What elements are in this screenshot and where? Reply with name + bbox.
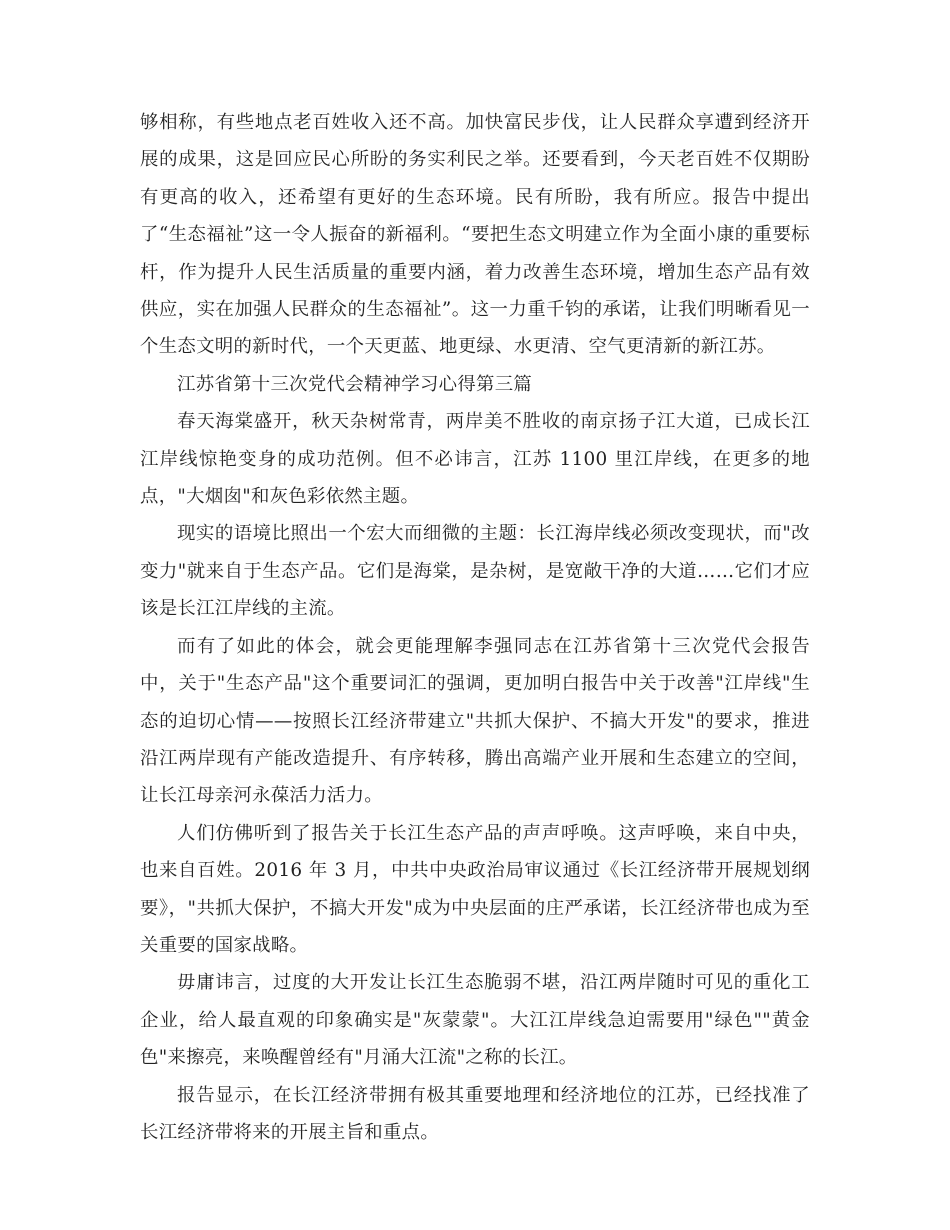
paragraph-1: 够相称，有些地点老百姓收入还不高。加快富民步伐，让人民群众享遭到经济开展的成果，这是回应民心所盼的务实利民之举。还要看到，今天老百姓不仅期盼有更高的收入，还希望有更好的生态环境。民有所盼，我有所应。报告中提出了“生态福祉”这一令人振奋的新福利。“要把生态文明建立作为全面小康的重要标杆，作为提升人民生活质量的重要内涵，着力改善生态环境，增加生态产品有效供应，实在加强人民群众的生态福祉”。这一力重千钧的承诺，让我们明晰看见一个生态文明的新时代，一个天更蓝、地更绿、水更清、空气更清新的新江苏。 [140,112,810,358]
paragraph-4: 而有了如此的体会，就会更能理解李强同志在江苏省第十三次党代会报告中，关于"生态产品"这个重要词汇的强调，更加明白报告中关于改善"江岸线"生态的迫切心情——按照长江经济带建立"共抓大保护、不搞大开发"的要求，推进沿江两岸现有产能改造提升、有序转移，腾出高端产业开展和生态建立的空间，让长江母亲河永葆活力活力。 [140,635,810,807]
section-heading: 江苏省第十三次党代会精神学习心得第三篇 [177,373,533,395]
paragraph-5: 人们仿佛听到了报告关于长江生态产品的声声呼唤。这声呼唤，来自中央，也来自百姓。2016 年 3 月，中共中央政治局审议通过《长江经济带开展规划纲要》，"共抓大保护，不搞大开发"成为中央层面的庄严承诺，长江经济带也成为至关重要的国家战略。 [140,822,810,956]
document-body [140,104,810,1151]
paragraph-2: 春天海棠盛开，秋天杂树常青，两岸美不胜收的南京扬子江大道，已成长江江岸线惊艳变身的成功范例。但不必讳言，江苏 1100 里江岸线，在更多的地点，"大烟囱"和灰色彩依然主题。 [140,411,810,508]
paragraph-3: 现实的语境比照出一个宏大而细微的主题：长江海岸线必须改变现状，而"改变力"就来自于生态产品。它们是海棠，是杂树，是宽敞干净的大道……它们才应该是长江江岸线的主流。 [140,523,810,620]
paragraph-7: 报告显示，在长江经济带拥有极其重要地理和经济地位的江苏，已经找准了长江经济带将来的开展主旨和重点。 [140,1084,810,1143]
paragraph-6: 毋庸讳言，过度的大开发让长江生态脆弱不堪，沿江两岸随时可见的重化工企业，给人最直观的印象确实是"灰蒙蒙"。大江江岸线急迫需要用"绿色""黄金色"来擦亮，来唤醒曾经有"月涌大江流"之称的长江。 [140,972,810,1069]
